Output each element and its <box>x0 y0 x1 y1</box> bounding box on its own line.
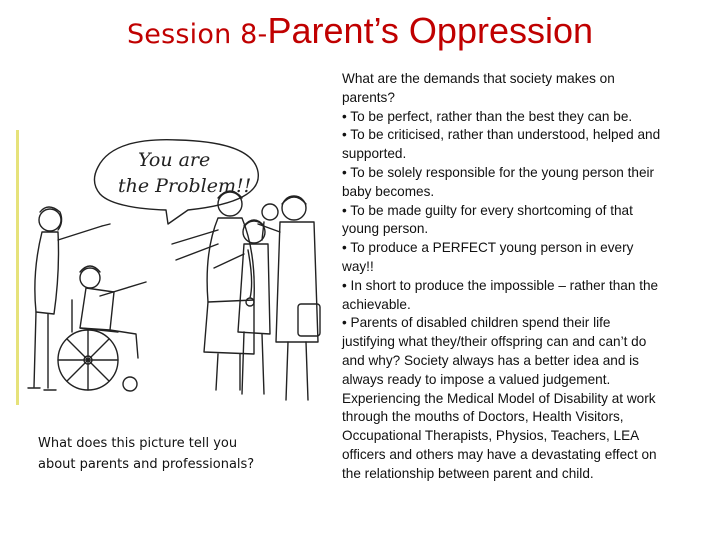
text-line: always ready to impose a valued judgement. <box>342 371 611 387</box>
picture-caption <box>38 433 308 475</box>
text-line: officers and others may have a devastating effect on <box>342 446 657 462</box>
text-line: through the mouths of Doctors, Health Visitors, <box>342 409 624 425</box>
text-line: supported. <box>342 146 407 162</box>
text-line: Experiencing the Medical Model of Disability at work <box>342 390 656 406</box>
title-prefix: Session 8- <box>126 19 268 50</box>
cartoon-illustration <box>18 132 324 417</box>
title-main: Parent’s Oppression <box>267 10 594 51</box>
professional-man <box>258 196 320 400</box>
text-line: • To be perfect, rather than the best they can be. <box>342 108 633 124</box>
text-line: baby becomes. <box>342 183 435 199</box>
text-line: • To be solely responsible for the young person their <box>342 164 655 180</box>
text-line: • To be made guilty for every shortcoming of that <box>342 202 633 218</box>
text-line: Occupational Therapists, Physios, Teachers, LEA <box>342 428 640 444</box>
doctor-figure <box>214 220 270 394</box>
text-line: the relationship between parent and child. <box>342 465 594 481</box>
text-line: • In short to produce the impossible – rather than the <box>342 277 659 293</box>
text-line: • To be criticised, rather than understood, helped and <box>342 127 661 143</box>
text-line: What are the demands that society makes on <box>342 71 615 86</box>
speech-text-line1: You are <box>138 149 211 171</box>
text-line: • To produce a PERFECT young person in every <box>342 240 634 256</box>
text-line: • Parents of disabled children spend their life <box>342 315 611 331</box>
text-line: achievable. <box>342 296 411 312</box>
caption-line-1: What does this picture tell you <box>38 436 238 451</box>
demands-text <box>342 70 714 484</box>
speech-text-line2: the Problem!! <box>118 175 252 197</box>
professional-woman <box>172 191 254 390</box>
text-line: and why? Society always has a better idea and is <box>342 352 639 368</box>
parent-figure-left <box>28 207 110 390</box>
text-line: justifying what they/their offspring can and can’t do <box>342 334 647 350</box>
slide-title <box>0 10 720 52</box>
text-line: way!! <box>342 258 374 274</box>
wheelchair-child <box>58 266 146 391</box>
text-line: young person. <box>342 221 429 237</box>
text-line: parents? <box>342 89 395 105</box>
caption-line-2: about parents and professionals? <box>38 457 255 472</box>
